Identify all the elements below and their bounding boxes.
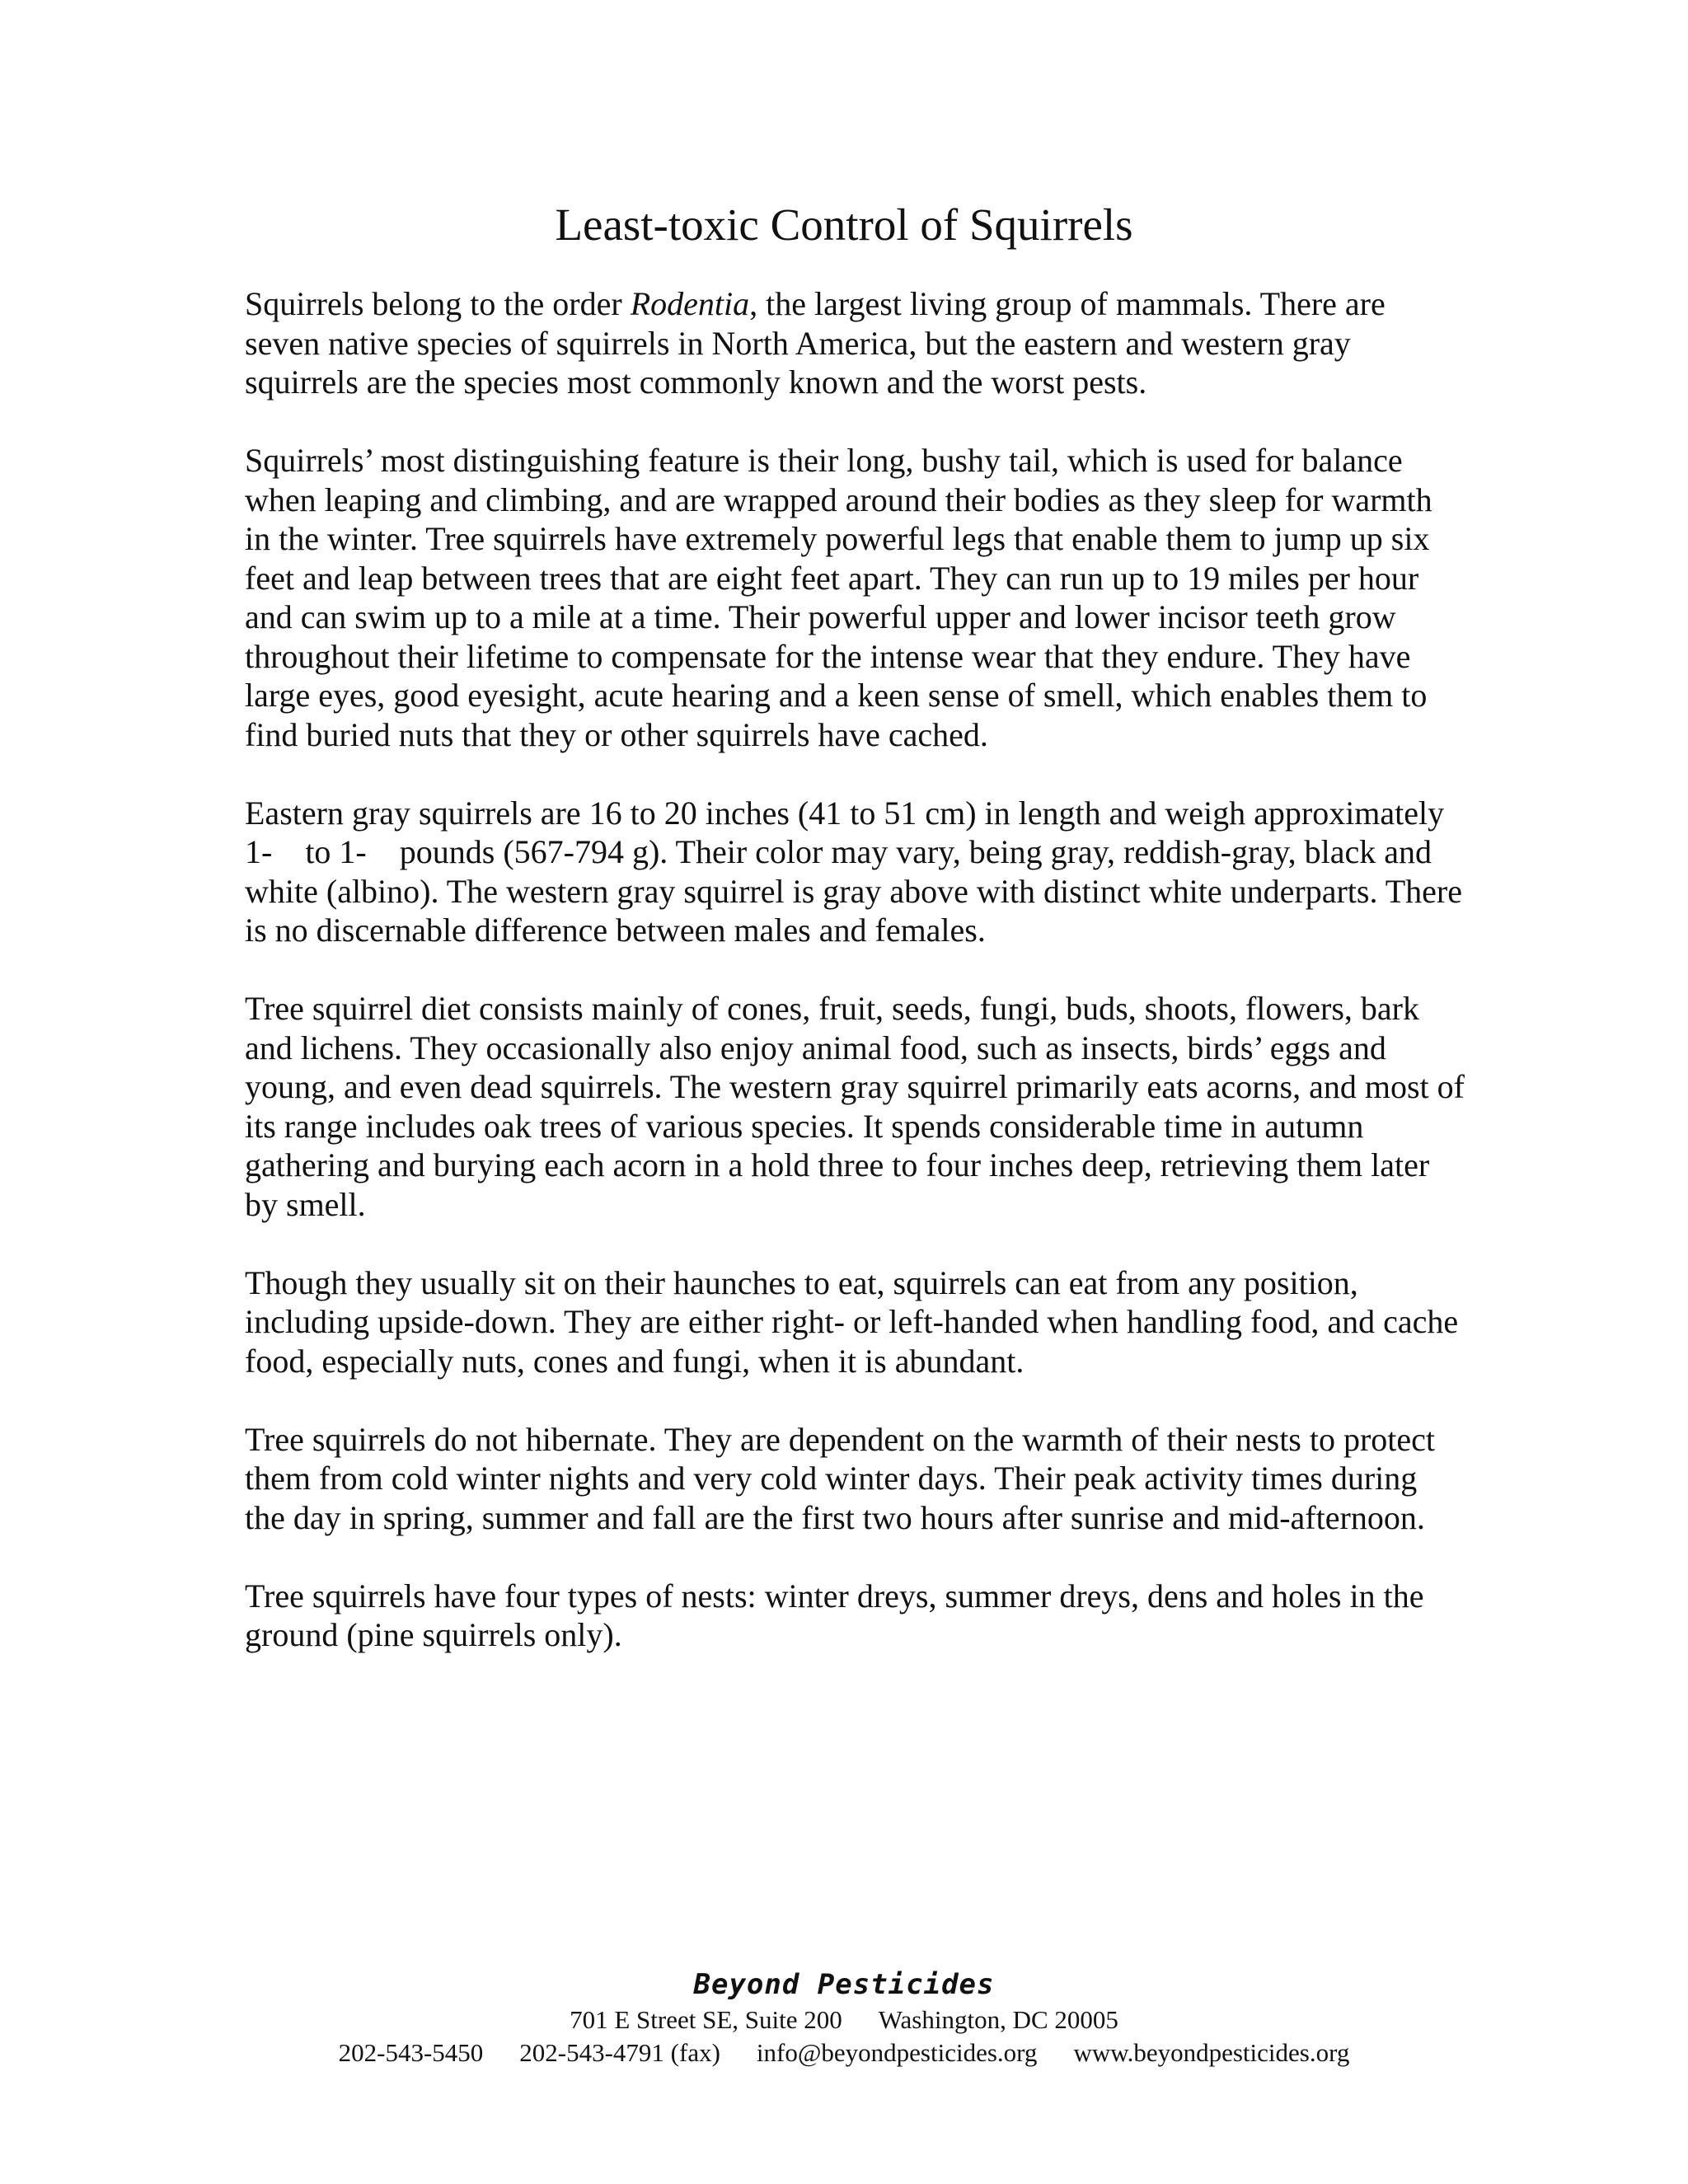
footer-email: info@beyondpesticides.org [756, 2038, 1038, 2067]
paragraph-1-italic-term: Rodentia [630, 285, 750, 322]
footer-phone: 202-543-5450 [338, 2038, 484, 2067]
paragraph-6: Tree squirrels do not hibernate. They are dependent on the warmth of their nests to protect them from cold winter nights and very cold winter days. Their peak activity times during the day in spring, summer and fall are the first two hours after sunrise and mid-afternoon. [245, 1420, 1436, 1536]
paragraph-3: Eastern gray squirrels are 16 to 20 inches (41 to 51 cm) in length and weigh approximately 1- to 1- pounds (567-794 g). Their color may vary, being gray, reddish-gray, black and white (albino). The western gray squirrel is gray above with distinct white underparts. There is no discernable difference between males and females. [245, 794, 1470, 949]
paragraph-1-rest: , the largest living group of mammals. There are seven native species of squirrels in North America, but the eastern and western gray squirrels are the species most commonly known and the worst pests. [245, 285, 1386, 401]
document-body [245, 284, 1470, 1655]
footer-org-name: Beyond Pesticides [693, 1968, 995, 2001]
footer-website: www.beyondpesticides.org [1073, 2038, 1350, 2067]
paragraph-1-lead: Squirrels belong to the order [245, 285, 631, 322]
paragraph-2: Squirrels’ most distinguishing feature is their long, bushy tail, which is used for balance when leaping and climbing, and are wrapped around their bodies as they sleep for warmth in the winter. Tree squirrels have extremely powerful legs that enable them to jump up six feet and leap between trees that are eight feet apart. They can run up to 19 miles per hour and can swim up to a mile at a time. Their powerful upper and lower incisor teeth grow throughout their lifetime to compensate for the intense wear that they endure. They have large eyes, good eyesight, acute hearing and a keen sense of smell, which enables them to find buried nuts that they or other squirrels have cached. [245, 442, 1432, 753]
footer-city: Washington, DC 20005 [878, 2005, 1118, 2034]
page-title: Least-toxic Control of Squirrels [555, 199, 1133, 250]
footer-fax: 202-543-4791 (fax) [519, 2038, 720, 2067]
paragraph-5: Though they usually sit on their haunches to eat, squirrels can eat from any position, including upside-down. They are either right- or left-handed when handling food, and cache food, especially nuts, cones and fungi, when it is abundant. [245, 1263, 1459, 1380]
footer-contact [0, 2036, 1688, 2069]
paragraph-4: Tree squirrel diet consists mainly of cones, fruit, seeds, fungi, buds, shoots, flowers, bark and lichens. They occasionally also enjoy animal food, such as insects, birds’ eggs and young, and even dead squirrels. The western gray squirrel primarily eats acorns, and most of its range includes oak trees of various species. It spends considerable time in autumn gathering and burying each acorn in a hold three to four inches deep, retrieving them later by smell. [245, 990, 1465, 1223]
footer-street: 701 E Street SE, Suite 200 [570, 2005, 842, 2034]
paragraph-1 [245, 284, 1465, 402]
footer-address [0, 2004, 1688, 2036]
paragraph-7: Tree squirrels have four types of nests: winter dreys, summer dreys, dens and holes in the ground (pine squirrels only). [245, 1577, 1424, 1653]
footer [0, 1966, 1688, 2069]
